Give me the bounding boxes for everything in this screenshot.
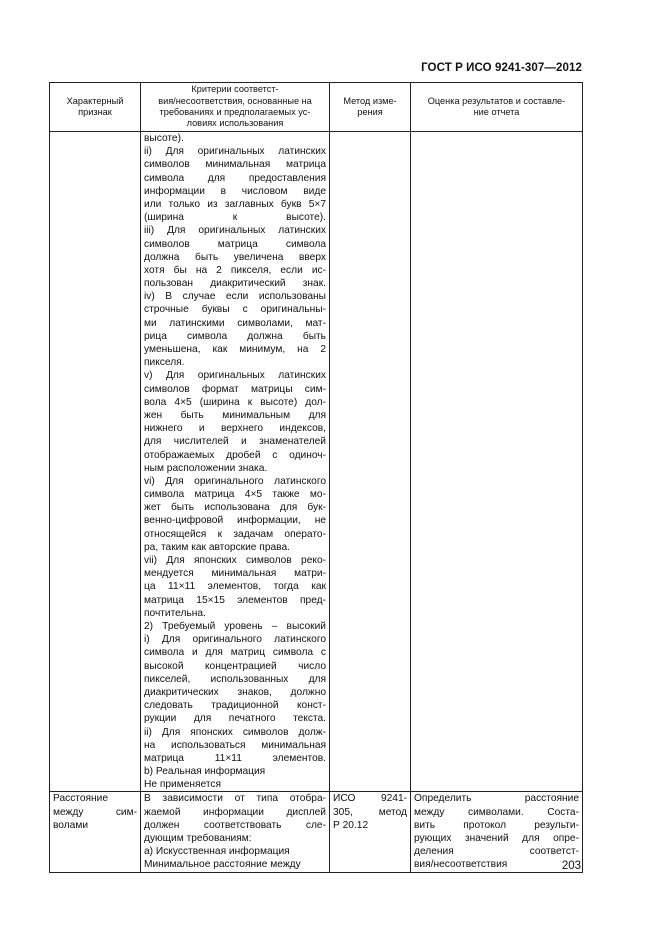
evaluation-cell xyxy=(411,132,583,792)
cell-text-line: строчные буквы с оригинальны- xyxy=(144,304,326,316)
page-number: 203 xyxy=(561,860,581,872)
cell-text-line: (ширина к высоте). xyxy=(144,212,326,224)
header-text-line: Характерный xyxy=(66,95,124,106)
cell-text-line: хотя бы на 2 пикселя, если ис- xyxy=(144,264,326,276)
criteria-cell xyxy=(141,792,330,872)
criteria-table xyxy=(49,82,583,873)
cell-text-line: i) Для оригинального латинского xyxy=(144,634,326,646)
table-row xyxy=(50,132,583,792)
cell-text-line: ра, таким как авторские права. xyxy=(144,541,290,553)
header-text-line: признак xyxy=(78,107,112,117)
cell-text-line: символа для предоставления xyxy=(144,172,326,184)
cell-text-line: Р 20.12 xyxy=(333,819,369,831)
cell-text-line: символа и для матриц символа с xyxy=(144,647,326,659)
header-text-line: вия/несоответствия, основанные на xyxy=(158,95,312,106)
cell-text-line: жен быть минимальным для xyxy=(144,409,326,421)
cell-text-line: рующих значений для опре- xyxy=(414,833,579,845)
header-text-line: Метод изме- xyxy=(343,95,397,106)
column-header-evaluation xyxy=(411,83,583,132)
document-code-header: ГОСТ Р ИСО 9241-307—2012 xyxy=(421,62,582,74)
cell-text-line: мендуется минимальная матри- xyxy=(144,568,326,580)
cell-text-line: v) Для оригинальных латинских xyxy=(144,370,326,382)
cell-text-line: 305, метод xyxy=(333,806,407,818)
cell-text-line: Расстояние xyxy=(53,793,109,805)
cell-text-line: а) Искусственная информация xyxy=(144,846,290,858)
cell-text-line: вить протокол результи- xyxy=(414,819,579,831)
cell-text-line: пикселей, использованных для xyxy=(144,673,326,685)
cell-text-line: дующим требованиям: xyxy=(144,833,252,845)
cell-text-line: ИСО 9241- xyxy=(333,793,407,805)
column-header-criteria xyxy=(141,83,330,132)
cell-text-line: между сим- xyxy=(53,806,137,818)
cell-text-line: для числителей и знаменателей xyxy=(144,436,326,448)
method-cell xyxy=(330,792,411,872)
cell-text-line: почтительна. xyxy=(144,607,206,619)
cell-text-line: символов минимальная матрица xyxy=(144,159,326,171)
cell-text-line: или только из заглавных букв 5×7 xyxy=(144,198,326,210)
cell-text-line: между символами. Соста- xyxy=(414,806,579,818)
cell-text-line: iii) Для оригинальных латинских xyxy=(144,225,326,237)
cell-text-line: символов формат матрицы сим- xyxy=(144,383,326,395)
column-header-feature xyxy=(50,83,141,132)
table-header-row xyxy=(50,83,583,132)
cell-text-line: матрица 15×15 элементов пред- xyxy=(144,594,326,606)
header-text-line: Оценка результатов и составле- xyxy=(427,95,566,106)
cell-text-line: жет быть использована для бук- xyxy=(144,502,326,514)
cell-text-line: информации в числовом виде xyxy=(144,185,326,197)
cell-text-line: пользован диакритический знак. xyxy=(144,278,326,290)
cell-text-line: высокой концентрацией число xyxy=(144,660,326,672)
cell-text-line: vii) Для японских символов реко- xyxy=(144,555,326,567)
cell-text-line: В зависимости от типа отобра- xyxy=(144,793,326,805)
column-header-method xyxy=(330,83,411,132)
feature-cell xyxy=(50,132,141,792)
cell-text-line: рица символа должна быть xyxy=(144,330,326,342)
cell-text-line: волами xyxy=(53,819,89,831)
cell-text-line: высоте). xyxy=(144,133,184,144)
cell-text-line: вия/несоответствия xyxy=(414,859,508,871)
cell-text-line: Определить расстояние xyxy=(414,793,579,805)
cell-text-line: 2) Требуемый уровень – высокий xyxy=(144,621,326,632)
cell-text-line: должна быть увеличена вверх xyxy=(144,251,326,263)
cell-text-line: b) Реальная информация xyxy=(144,766,266,778)
cell-text-line: отображаемых дробей с одиноч- xyxy=(144,449,326,461)
cell-text-line: Не применяется xyxy=(144,779,222,791)
cell-text-line: символов матрица символа xyxy=(144,238,326,250)
header-text-line: рения xyxy=(357,107,383,117)
cell-text-line: ii) Для японских символов долж- xyxy=(144,726,326,738)
method-cell xyxy=(330,132,411,792)
criteria-cell xyxy=(141,132,330,792)
header-text-line: ние отчета xyxy=(473,107,520,117)
feature-cell xyxy=(50,792,141,872)
cell-text-line: рукции для печатного текста. xyxy=(144,713,326,725)
cell-text-line: вола 4×5 (ширина к высоте) дол- xyxy=(144,396,326,408)
cell-text-line: уменьшена, как минимум, на 2 xyxy=(144,344,326,355)
header-text-line: требованиях и предполагаемых ус- xyxy=(159,107,311,117)
cell-text-line: венно-цифровой информации, не xyxy=(144,515,326,527)
cell-text-line: ми латинскими символами, мат- xyxy=(144,317,326,329)
cell-text-line: Минимальное расстояние между xyxy=(144,859,301,871)
cell-text-line: жаемой информации дисплей xyxy=(144,806,326,818)
cell-text-line: vi) Для оригинального латинского xyxy=(144,475,326,487)
cell-text-line: ца 11×11 элементов, тогда как xyxy=(144,581,326,593)
cell-text-line: относящейся к задачам операто- xyxy=(144,528,326,540)
cell-text-line: ным расположении знака. xyxy=(144,462,268,474)
cell-text-line: на использоваться минимальная xyxy=(144,739,326,751)
cell-text-line: символа матрица 4×5 также мо- xyxy=(144,489,326,501)
cell-text-line: следовать традиционной конст- xyxy=(144,700,326,712)
cell-text-line: iv) В случае если использованы xyxy=(144,291,326,303)
cell-text-line: матрица 11×11 элементов. xyxy=(144,752,326,764)
cell-text-line: деления соответст- xyxy=(414,846,579,858)
header-text-line: ловиях использования xyxy=(186,118,284,129)
cell-text-line: диакритических знаков, должно xyxy=(144,686,326,698)
cell-text-line: пикселя. xyxy=(144,357,185,369)
table-row xyxy=(50,792,583,872)
cell-text-line: должен соответствовать сле- xyxy=(144,819,326,831)
cell-text-line: нижнего и верхнего индексов, xyxy=(144,423,326,435)
header-text-line: Критерии соответст- xyxy=(191,84,279,95)
evaluation-cell xyxy=(411,792,583,872)
cell-text-line: ii) Для оригинальных латинских xyxy=(144,146,326,158)
